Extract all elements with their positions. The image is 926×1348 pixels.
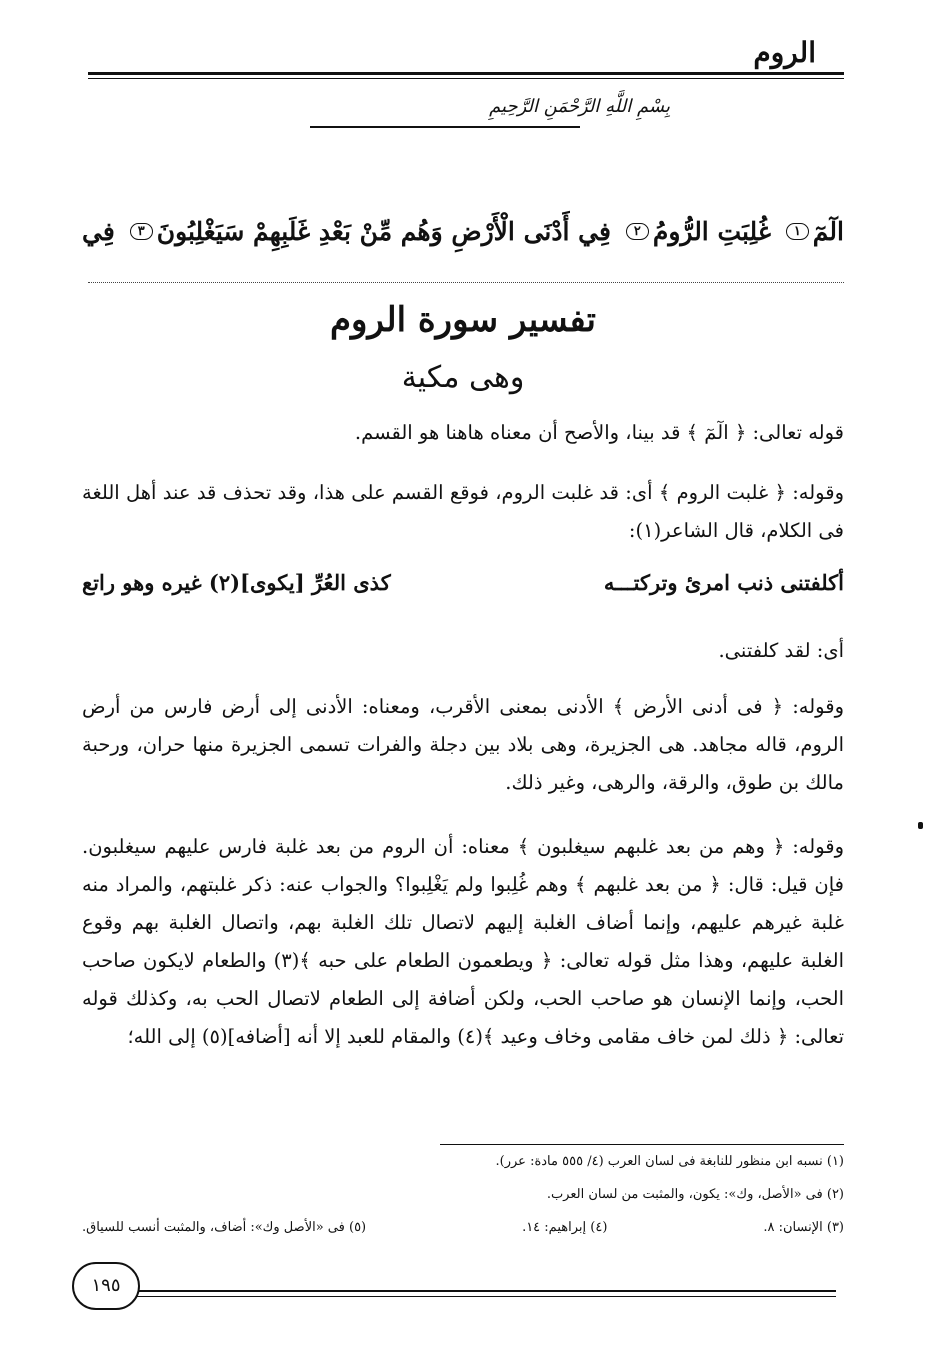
footnote: (٥) فى «الأصل وك»: أضاف، والمثبت أنسب للسياق.	[82, 1220, 367, 1235]
footnote: (٣) الإنسان: ٨.	[763, 1220, 844, 1235]
verse-segment	[126, 217, 611, 246]
poem-verse	[82, 570, 844, 595]
paragraph: وقوله: ﴿ وهم من بعد غلبهم سيغلبون ﴾ معناه: أن الروم من بعد غلبة فارس عليهم سيغلبون. فإن قيل: قال: ﴿ من بعد غلبهم ﴾ وهم غُلِبوا ولم يَغْلِبوا؟ والجواب عنه: ذكر غلبتهم، والمراد منه غلبة غيرهم عليهم، وإنما أضاف الغلبة إليهم لاتصال تلك الغلبة بهم، واتصال الغلبة بهم وقوع الغلبة عليهم، وهذا مثل قوله تعالى: ﴿ ويطعمون الطعام على حبه ﴾(٣) والطعام لايكون صاحب الحب، وإنما الإنسان هو صاحب الحب، ولكن أضافة إلى الطعام لاتصال الحب به، وكذلك قوله تعالى: ﴿ ذلك لمن خاف مقامى وخاف وعيد ﴾(٤) والمقام للعبد إلا أنه [أضافه](٥) إلى الله؛	[82, 835, 844, 1048]
basmala-flourish	[310, 126, 580, 128]
verse-divider	[88, 282, 844, 283]
basmala-ornament	[270, 96, 670, 136]
verse-segment	[782, 217, 844, 246]
header-rule-thin	[88, 78, 844, 79]
footnotes	[82, 1152, 844, 1238]
verse-segment	[82, 217, 115, 246]
ayah-number-marker: ١	[786, 223, 809, 240]
basmala-text: بِسْمِ اللَّهِ الرَّحْمَنِ الرَّحِيمِ	[489, 96, 670, 117]
verse-text: غُلِبَتِ الرُّومُ	[652, 216, 771, 246]
poem-hemistich-second: كذى العُرِّ [يكوى](٢) غيره وهو راتع	[82, 570, 391, 595]
paragraph: وقوله: ﴿ فى أدنى الأرض ﴾ الأدنى بمعنى الأقرب، ومعناه: الأدنى إلى أرض فارس من أرض الروم، قاله مجاهد. هى الجزيرة، وهى بلاد بين دجلة والفرات تسمى الجزيرة منها حران، ورحبة مالك بن طوق، والرقة، والرهى، وغير ذلك.	[82, 695, 844, 794]
verse-text: فِي أَدْنَى الْأَرْضِ وَهُم مِّنْ بَعْدِ غَلَبِهِمْ سَيَغْلِبُونَ	[156, 216, 611, 246]
page-number: ١٩٥	[72, 1262, 140, 1310]
verse-strip	[82, 206, 844, 256]
ayah-number-marker: ٣	[130, 223, 153, 240]
footer-rule-thin	[120, 1296, 836, 1297]
header-rule-thick	[88, 72, 844, 75]
footnote-separator	[440, 1144, 844, 1145]
verse-text: فِي	[82, 216, 115, 246]
poem-hemistich-first: أكلفتنى ذنب امرئ وتركتـــه	[603, 570, 844, 595]
chapter-title: تفسير سورة الروم	[329, 300, 596, 340]
footnote: (١) نسبه ابن منظور للنابغة فى لسان العرب (٤/ ٥٥٥ مادة: عرر).	[495, 1154, 844, 1169]
verse-segment	[622, 217, 771, 246]
chapter-subtitle: وهى مكية	[401, 360, 525, 395]
paragraph: وقوله: ﴿ غلبت الروم ﴾ أى: قد غلبت الروم، فوقع القسم على هذا، وقد تحذف قد عند أهل اللغة فى الكلام، قال الشاعر(١):	[82, 481, 844, 542]
paragraph: أى: لقد كلفتنى.	[718, 639, 844, 662]
ayah-number-marker: ٢	[626, 223, 649, 240]
footnote: (٢) فى «الأصل، وك»: يكون، والمثبت من لسان العرب.	[546, 1187, 844, 1202]
verse-text: الٓمٓ	[812, 216, 844, 246]
footnote: (٤) إبراهيم: ١٤.	[522, 1220, 608, 1235]
footnote-row	[82, 1218, 844, 1238]
paragraph: قوله تعالى: ﴿ الٓمٓ ﴾ قد بينا، والأصح أن معناه هاهنا هو القسم.	[354, 421, 844, 444]
footer-rule-thick	[120, 1290, 836, 1292]
running-head: الروم	[753, 36, 816, 69]
margin-mark	[918, 822, 923, 829]
